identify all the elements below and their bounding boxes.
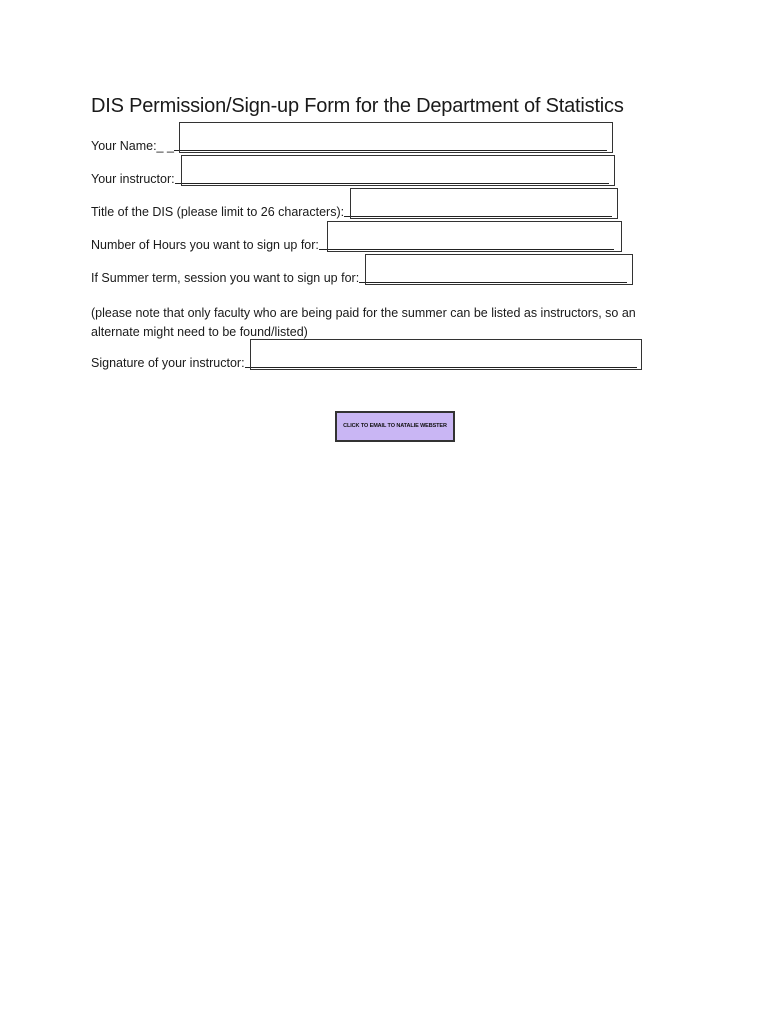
hours-field[interactable]: [327, 221, 622, 252]
dis-title-label: Title of the DIS (please limit to 26 characters):: [91, 205, 345, 219]
summer-label: If Summer term, session you want to sign up for:: [91, 271, 360, 285]
summer-note: (please note that only faculty who are being paid for the summer can be listed as instructors, so an alternate might need to be found/listed): [91, 306, 636, 339]
instructor-label: Your instructor:: [91, 172, 175, 186]
email-natalie-button[interactable]: CLICK TO EMAIL TO NATALIE WEBSTER: [335, 411, 455, 442]
summer-field[interactable]: [365, 254, 633, 285]
name-field[interactable]: [179, 122, 613, 153]
form-title: DIS Permission/Sign-up Form for the Department of Statistics: [91, 95, 624, 117]
signature-field[interactable]: [250, 339, 642, 370]
hours-label: Number of Hours you want to sign up for:: [91, 238, 319, 252]
name-label: Your Name:_ _: [91, 139, 174, 153]
signature-label: Signature of your instructor:: [91, 356, 245, 370]
instructor-field[interactable]: [181, 155, 615, 186]
dis-title-field[interactable]: [350, 188, 618, 219]
